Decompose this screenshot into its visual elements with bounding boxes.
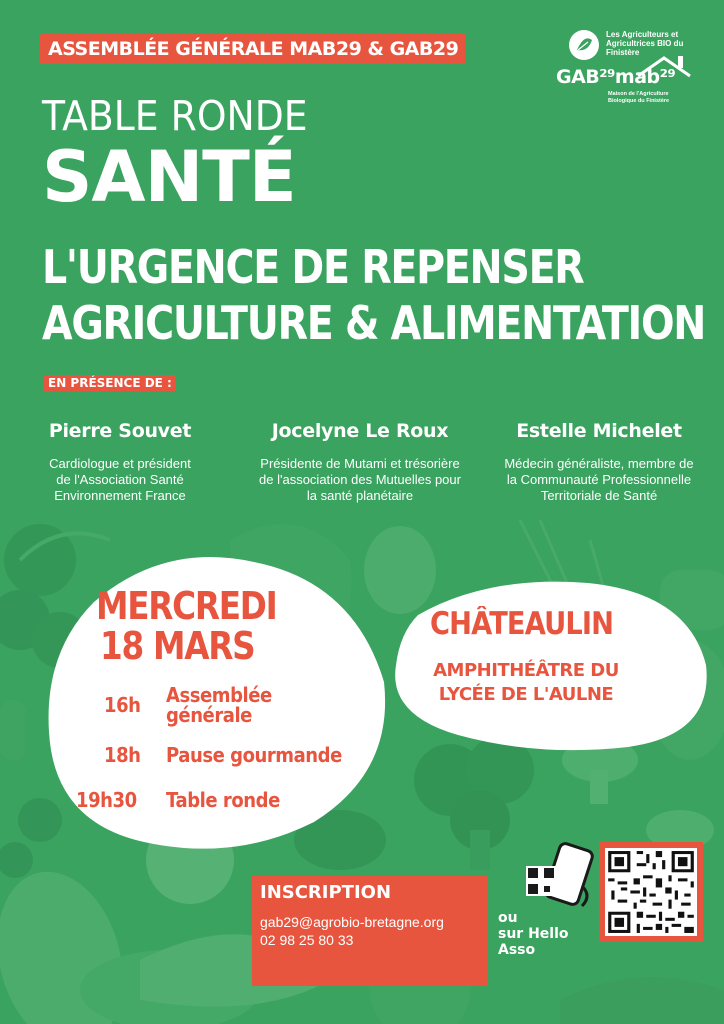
headline-line-2: AGRICULTURE & ALIMENTATION [42,296,706,350]
logo-subtitle: Maison de l'Agriculture Biologique du Finistère [608,91,670,104]
speaker-desc-line: Territoriale de Santé [540,488,658,503]
gab-mab-logo [554,28,704,108]
event-day: MERCREDI [96,584,277,628]
venue-line: LYCÉE DE L'AULNE [438,684,614,705]
helloasso-note [498,910,569,958]
logo-brand: GAB²⁹mab²⁹ [556,66,676,88]
speaker-desc-line: de l'Association Santé [56,472,184,487]
venue-line: AMPHITHÉÂTRE DU [433,660,619,681]
qr-code[interactable] [605,848,697,936]
helloasso-line: sur Hello [498,926,569,942]
helloasso-line: ou [498,910,518,926]
speaker-desc-line: Médecin généraliste, membre de [504,456,694,471]
speaker-desc-line: la Communauté Professionnelle [506,472,692,487]
kicker-title: TABLE RONDE [42,92,308,140]
inscription-phone[interactable]: 02 98 25 80 33 [260,932,354,948]
inscription-email[interactable]: gab29@agrobio-bretagne.org [260,914,444,930]
speaker-description [0,456,240,504]
speaker-name: Estelle Michelet [516,420,682,442]
qr-frame [599,842,703,942]
presence-label: EN PRÉSENCE DE : [44,375,176,391]
speaker-card [220,420,500,504]
speaker-desc-line: la santé planétaire [306,488,414,503]
main-title: SANTÉ [42,136,296,218]
schedule-label: Pause gourmande [166,743,342,767]
speaker-desc-line: Cardiologue et président [49,456,191,471]
speaker-description [220,456,500,504]
speaker-card [0,420,240,504]
speaker-desc-line: Présidente de Mutami et trésorière [260,456,460,471]
inscription-box [252,876,488,986]
speaker-card [474,420,724,504]
helloasso-line: Asso [498,942,536,958]
speaker-name: Jocelyne Le Roux [271,420,449,442]
headline-line-1: L'URGENCE DE REPENSER [42,240,584,294]
speaker-name: Pierre Souvet [48,420,192,442]
schedule-label: Assemblée [166,683,272,707]
speaker-description [474,456,724,504]
schedule-label: générale [166,703,252,727]
schedule-label: Table ronde [166,788,280,812]
schedule-time: 19h30 [76,788,137,812]
schedule-time: 16h [104,693,141,717]
speaker-desc-line: Environnement France [54,488,186,503]
inscription-title: INSCRIPTION [260,882,392,903]
phone-qr-icon [522,842,602,912]
event-banner: ASSEMBLÉE GÉNÉRALE MAB29 & GAB29 [40,34,466,64]
event-date: 18 MARS [100,624,255,668]
speaker-desc-line: de l'association des Mutuelles pour [259,472,461,487]
logo-tagline: Les Agriculteurs et Agricultrices BIO du Finistère [606,30,684,57]
event-city: CHÂTEAULIN [430,606,614,642]
schedule-time: 18h [104,743,141,767]
leaf-logo-icon [566,28,606,64]
